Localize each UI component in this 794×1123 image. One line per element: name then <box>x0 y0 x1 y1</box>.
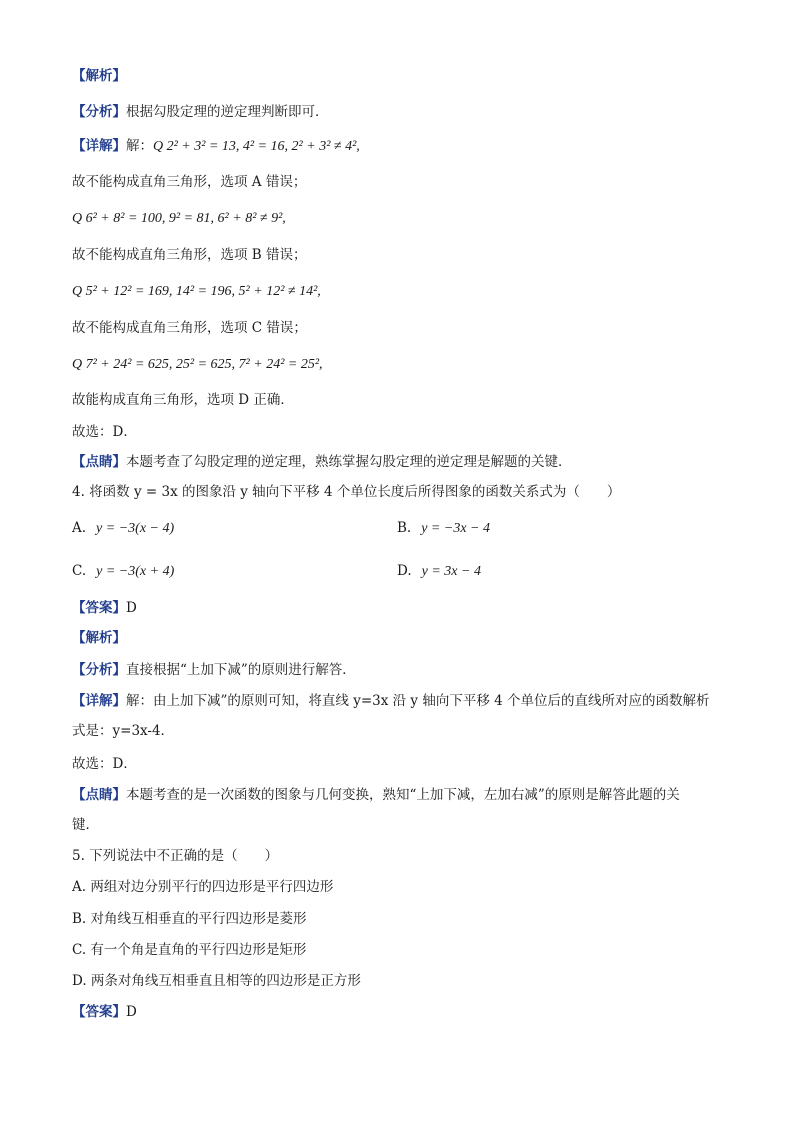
q4-dianjing-line-2: 键． <box>72 817 99 833</box>
q4-answer: 【答案】D <box>72 600 137 616</box>
fenxi-line: 【分析】根据勾股定理的逆定理判断即可． <box>72 104 329 120</box>
jiexi-label: 【解析】 <box>72 68 126 84</box>
q5-stem: 5. 下列说法中不正确的是（ ） <box>72 848 279 864</box>
q4-option-b: B. y = −3x − 4 <box>397 520 490 536</box>
choice-line: 故选：D． <box>72 424 137 440</box>
calc-c: Q 5² + 12² = 169, 14² = 196, 5² + 12² ≠ 14², <box>72 284 321 299</box>
q4-option-c: C. y = −3(x + 4) <box>72 563 175 579</box>
q5-option-b: B. 对角线互相垂直的平行四边形是菱形 <box>72 911 307 927</box>
dianjing-line: 【点睛】本题考查了勾股定理的逆定理，熟练掌握勾股定理的逆定理是解题的关键． <box>72 454 572 470</box>
q4-jiexi-label: 【解析】 <box>72 630 126 646</box>
q4-xiangjie-line-1: 【详解】解：由上加下减”的原则可知，将直线 y=3x 沿 y 轴向下平移 4 个单位后的直线所对应的函数解析 <box>72 693 710 709</box>
q4-option-d: D. y = 3x − 4 <box>397 563 481 579</box>
q4-option-a: A. y = −3(x − 4) <box>72 520 175 536</box>
xiangjie-line: 【详解】解：Q 2² + 3² = 13, 4² = 16, 2² + 3² ≠ 4², <box>72 138 360 154</box>
calc-b: Q 6² + 8² = 100, 9² = 81, 6² + 8² ≠ 9², <box>72 211 286 226</box>
q5-option-a: A. 两组对边分别平行的四边形是平行四边形 <box>72 879 334 895</box>
q4-fenxi-line: 【分析】直接根据“上加下减”的原则进行解答． <box>72 662 356 678</box>
q5-option-d: D. 两条对角线互相垂直且相等的四边形是正方形 <box>72 973 361 989</box>
q4-stem: 4. 将函数 y = 3x 的图象沿 y 轴向下平移 4 个单位长度后所得图象的函数关系式为（ ） <box>72 484 621 500</box>
calc-d: Q 7² + 24² = 625, 25² = 625, 7² + 24² = 25², <box>72 357 323 372</box>
q5-answer: 【答案】D <box>72 1004 137 1020</box>
q4-xiangjie-line-2: 式是：y=3x-4． <box>72 723 175 739</box>
conclusion-d: 故能构成直角三角形，选项 D 正确． <box>72 392 294 408</box>
conclusion-c: 故不能构成直角三角形，选项 C 错误； <box>72 320 307 336</box>
q4-choice-line: 故选：D． <box>72 756 137 772</box>
q5-option-c: C. 有一个角是直角的平行四边形是矩形 <box>72 942 307 958</box>
q4-dianjing-line-1: 【点睛】本题考查的是一次函数的图象与几何变换，熟知“上加下减，左加右减”的原则是解答此题的关 <box>72 787 680 803</box>
conclusion-a: 故不能构成直角三角形，选项 A 错误； <box>72 174 307 190</box>
conclusion-b: 故不能构成直角三角形，选项 B 错误； <box>72 247 307 263</box>
